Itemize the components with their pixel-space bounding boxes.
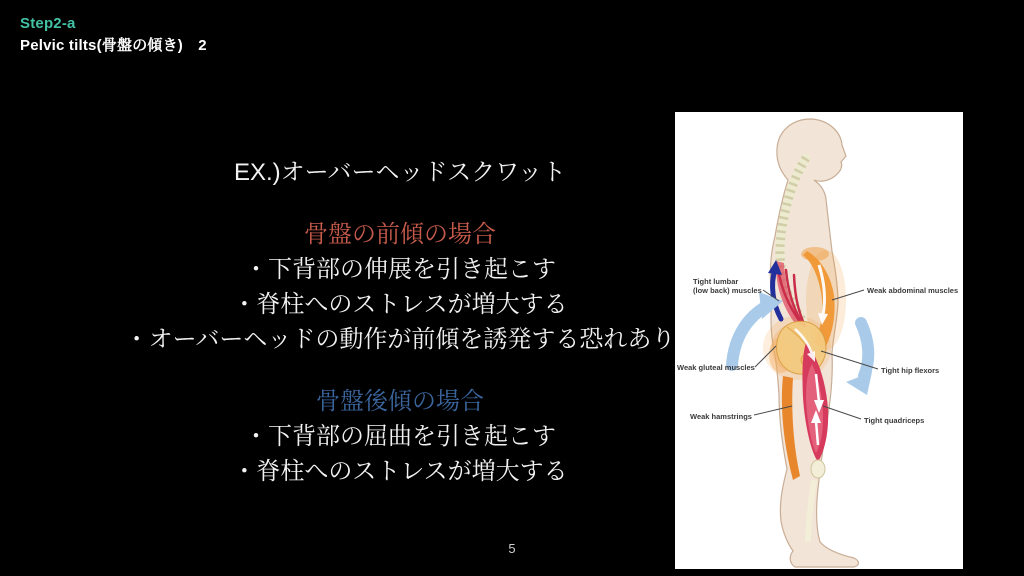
slide-title: Pelvic tilts(骨盤の傾き) 2 [20, 37, 207, 54]
label-weak-hamstrings: Weak hamstrings [690, 412, 752, 421]
anatomy-illustration [675, 112, 963, 569]
label-weak-abdominal: Weak abdominal muscles [867, 286, 959, 295]
label-tight-quadriceps: Tight quadriceps [864, 416, 925, 425]
bullet-item: ・下背部の伸展を引き起こす [244, 256, 556, 283]
bullet-item: ・下背部の屈曲を引き起こす [244, 423, 556, 450]
step-label: Step2-a [20, 15, 76, 32]
slide-header [20, 13, 207, 57]
pelvis-rotation-arrow-front [846, 323, 872, 395]
label-weak-gluteal: Weak gluteal muscles [677, 363, 755, 372]
bullet-item: ・脊柱へのストレスが増大する [232, 291, 568, 318]
label-tight-lumbar: Tight lumbar [693, 277, 739, 286]
page-number: 5 [508, 541, 516, 556]
bullet-item: ・オーバーヘッドの動作が前傾を誘発する恐れあり [124, 326, 676, 353]
pelvic-tilt-anatomy-figure [675, 112, 963, 569]
section-heading-posterior: 骨盤後傾の場合 [316, 388, 484, 415]
label-tight-lumbar-line2: (low back) muscles [693, 286, 762, 295]
bullet-item: ・脊柱へのストレスが増大する [232, 458, 568, 485]
knee-joint [811, 460, 825, 478]
section-heading-anterior: 骨盤の前傾の場合 [304, 221, 496, 248]
label-tight-hip-flexors: Tight hip flexors [881, 366, 940, 375]
example-line: EX.)オーバーヘッドスクワット [233, 159, 567, 186]
